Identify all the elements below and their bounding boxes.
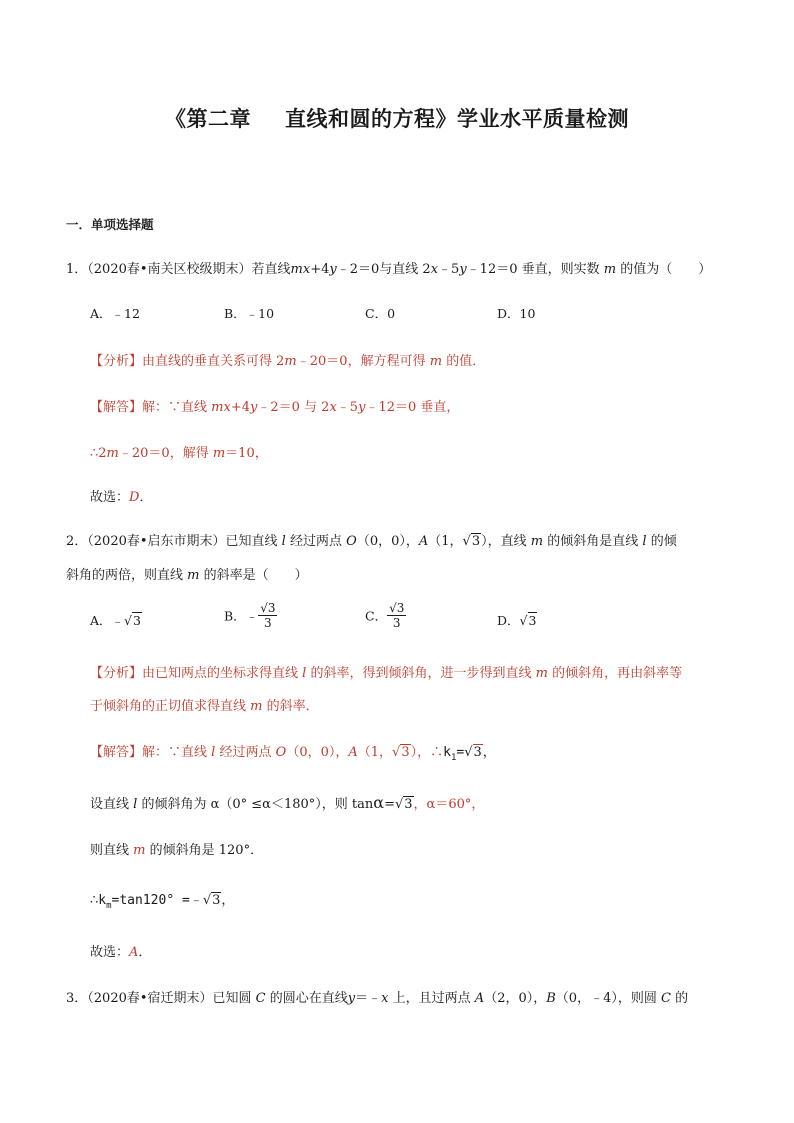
title-part2: 直线和圆的方程》学业水平质量检测 <box>285 107 629 131</box>
q1-option-a: A．﹣12 <box>90 306 140 321</box>
q1-stem: 1．（2020春•南关区校级期末）若直线mx+4y﹣2＝0与直线 2x﹣5y﹣12＝0 垂直，则实数 m 的值为（ ） <box>66 262 712 277</box>
q1-option-d: D．10 <box>497 306 536 321</box>
q3-stem: 3．（2020春•宿迁期末）已知圆 C 的圆心在直线y＝﹣x 上，且过两点 A（2，0），B（0，﹣4），则圆 C 的 <box>66 991 689 1006</box>
q2-option-c: C． $\frac{√3}{3}$ <box>365 601 405 630</box>
q1-choice: 故选：D． <box>90 490 153 505</box>
q1-solution: 【解答】解：∵直线 mx+4y﹣2＝0 与 2x﹣5y﹣12＝0 垂直， <box>90 400 460 415</box>
sqrt-symbol: √3 <box>462 534 481 549</box>
q1-analysis: 【分析】由直线的垂直关系可得 2m﹣20＝0，解方程可得 m 的值． <box>90 354 486 369</box>
q2-solution-line3: 则直线 m 的倾斜角是 120°． <box>90 843 264 858</box>
q2-choice: 故选：A． <box>90 945 152 960</box>
title-part1: 《第二章 <box>165 107 251 131</box>
q2-option-d: D．√3 <box>497 613 537 628</box>
q2-stem-line1: 2．（2020春•启东市期末）已知直线 l 经过两点 O（0，0），A（1，√3），直线 m 的倾斜角是直线 l 的倾 <box>66 534 677 549</box>
section-heading: 一．单项选择题 <box>66 217 154 232</box>
page-title <box>0 103 794 133</box>
q2-analysis-line2: 于倾斜角的正切值求得直线 m 的斜率． <box>90 699 319 714</box>
q2-solution-line4: $\therefore k_m=\tan 120^\circ$ =﹣√3， <box>90 893 235 911</box>
q1-solution-line2: ∴2m﹣20＝0，解得 m＝10， <box>90 446 268 461</box>
q2-option-a: A．﹣√3 <box>90 613 141 628</box>
q1-option-b: B．﹣10 <box>224 306 275 321</box>
q2-solution: 【解答】解：∵直线 l 经过两点 O（0，0），A（1，√3），$\therefore k_1=√3$， <box>90 745 496 763</box>
q2-analysis-line1: 【分析】由已知两点的坐标求得直线 l 的斜率，得到倾斜角，进一步得到直线 m 的倾斜角，再由斜率等 <box>90 666 683 681</box>
q1-option-c: C．0 <box>365 306 396 321</box>
q2-solution-line2: 设直线 l 的倾斜角为 α（0° ≤α＜180°），则 tanα=√3，α＝60°， <box>90 793 485 812</box>
q2-option-b: B．﹣ $\frac{√3}{3}$ <box>224 601 276 630</box>
q2-stem-line2: 斜角的两倍，则直线 m 的斜率是（ ） <box>66 568 308 583</box>
